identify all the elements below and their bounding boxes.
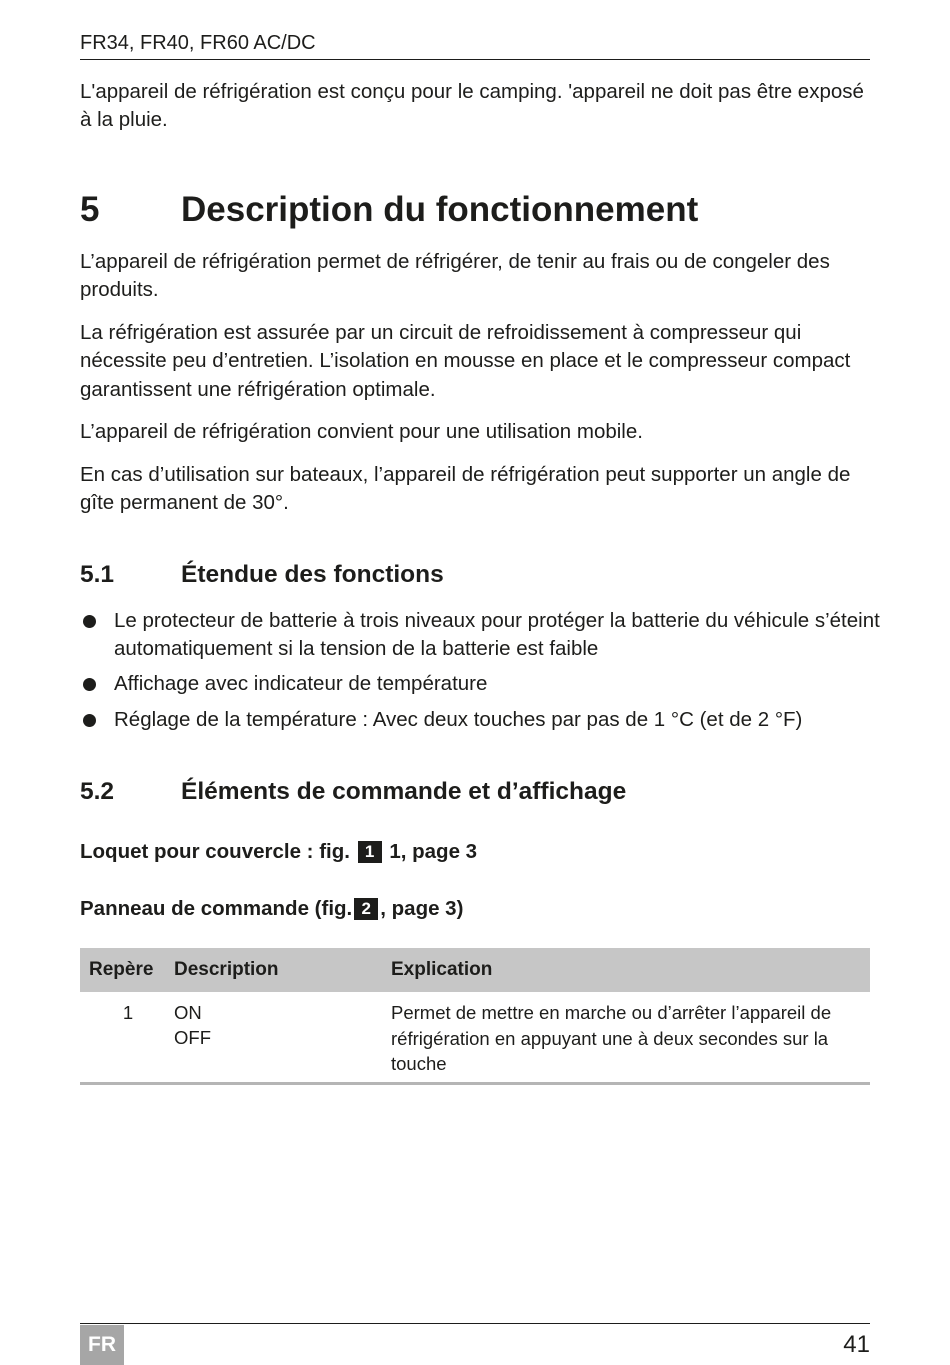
cell-description-off: OFF xyxy=(174,1027,211,1048)
page-number: 41 xyxy=(843,1331,870,1358)
bullet-icon xyxy=(83,615,96,628)
paragraph: La réfrigération est assurée par un circuit de refroidissement à compresseur qui nécessite peu d’entretien. L’isolation en mousse en place et le compresseur compact garantissent une réfrigération optimale. xyxy=(80,321,851,401)
paragraph: En cas d’utilisation sur bateaux, l’appareil de réfrigération peut supporter un angle de gîte permanent de 30°. xyxy=(80,463,851,515)
bullet-icon xyxy=(83,678,96,691)
cell-description-on: ON xyxy=(174,1002,202,1023)
figure-number-badge: 2 xyxy=(354,898,378,920)
label-text: Loquet pour couvercle : fig. xyxy=(80,840,350,863)
table-bottom-rule xyxy=(80,1082,870,1085)
language-tab: FR xyxy=(80,1325,124,1365)
subsection-title: Éléments de commande et d’affichage xyxy=(181,778,627,805)
intro-paragraph: L'appareil de réfrigération est conçu pour le camping. 'appareil ne doit pas être exposé à la pluie. xyxy=(80,80,864,132)
column-header-description: Description xyxy=(174,959,279,980)
cell-explication: Permet de mettre en marche ou d’arrêter l’appareil de réfrigération en appuyant une à deux secondes sur la touche xyxy=(391,1002,832,1074)
label-text: 1, page 3 xyxy=(389,840,478,863)
list-item-text: Réglage de la température : Avec deux touches par pas de 1 °C (et de 2 °F) xyxy=(114,708,803,731)
figure-number-badge: 1 xyxy=(358,841,382,863)
cell-repere: 1 xyxy=(122,1002,134,1023)
subsection-number: 5.1 xyxy=(80,561,115,588)
section-number: 5 xyxy=(80,190,100,229)
running-header: FR34, FR40, FR60 AC/DC xyxy=(80,32,316,54)
control-panel-label xyxy=(80,895,463,923)
column-header-explication: Explication xyxy=(391,959,493,980)
paragraph: L’appareil de réfrigération permet de réfrigérer, de tenir au frais ou de congeler des produits. xyxy=(80,250,830,302)
lid-latch-label xyxy=(80,838,477,866)
footer-divider xyxy=(80,1323,870,1324)
paragraph: L’appareil de réfrigération convient pour une utilisation mobile. xyxy=(80,420,643,443)
subsection-number: 5.2 xyxy=(80,778,115,805)
list-item-text: Affichage avec indicateur de température xyxy=(114,672,488,695)
column-header-repere: Repère xyxy=(89,959,154,980)
bullet-icon xyxy=(83,714,96,727)
table-header xyxy=(80,948,870,992)
list-item-text: Le protecteur de batterie à trois niveaux pour protéger la batterie du véhicule s’éteint automatiquement si la tension de la batterie est faible xyxy=(114,609,880,661)
subsection-title: Étendue des fonctions xyxy=(181,561,444,588)
label-text: Panneau de commande (fig. xyxy=(80,897,353,920)
section-title: Description du fonctionnement xyxy=(181,190,699,229)
header-divider xyxy=(80,59,870,60)
label-text: , page 3) xyxy=(380,897,464,920)
